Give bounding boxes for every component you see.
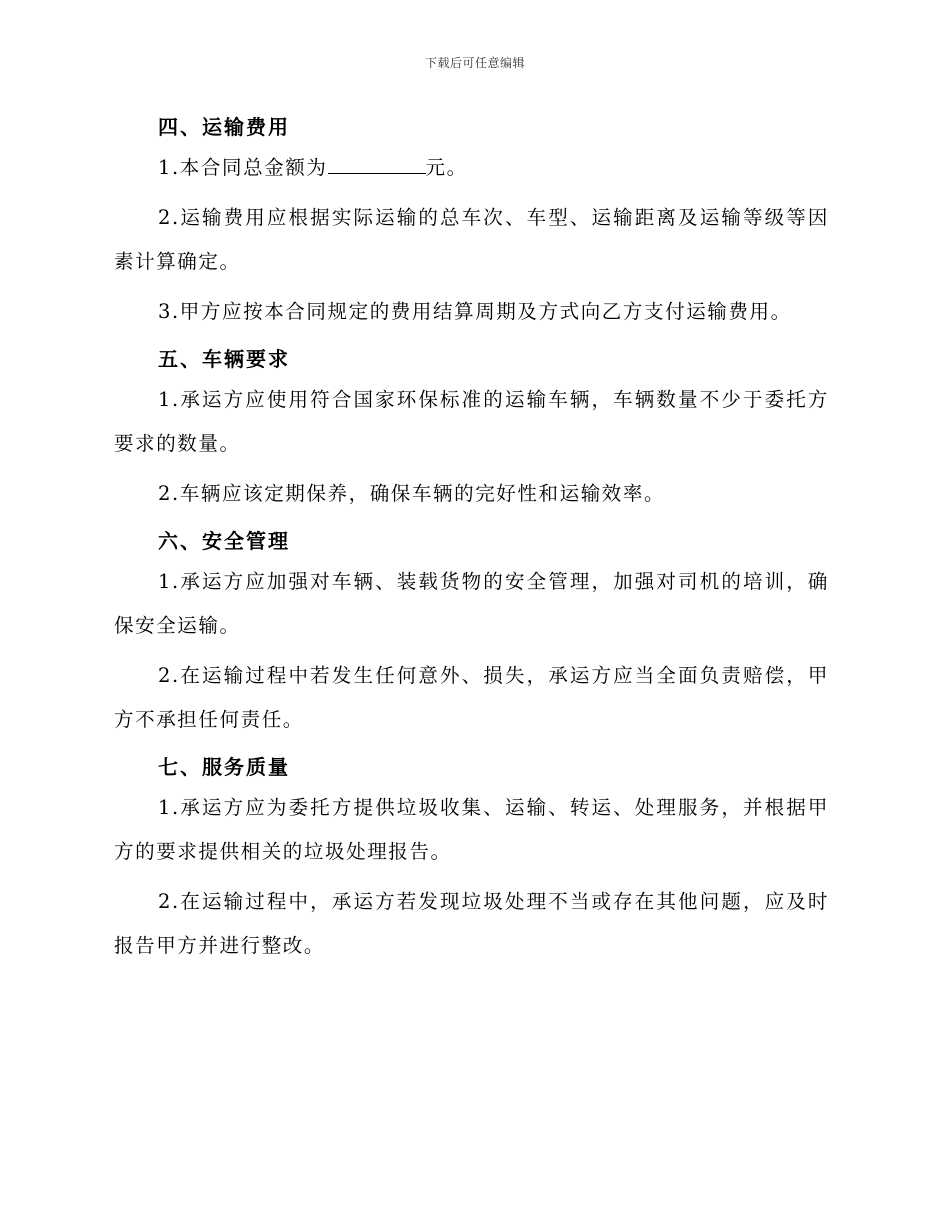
paragraph: 2.车辆应该定期保养，确保车辆的完好性和运输效率。 bbox=[158, 482, 666, 505]
document-body bbox=[114, 108, 829, 974]
paragraph-text: 1.本合同总金额为 bbox=[158, 156, 328, 179]
page-header-note: 下载后可任意编辑 bbox=[424, 56, 525, 70]
paragraph: 1.承运方应使用符合国家环保标准的运输车辆，车辆数量不少于委托方要求的数量。 bbox=[114, 388, 829, 455]
section-service-quality bbox=[114, 748, 829, 968]
amount-blank-line bbox=[328, 155, 426, 174]
section-heading: 六、安全管理 bbox=[158, 529, 290, 553]
section-heading: 七、服务质量 bbox=[158, 755, 290, 779]
paragraph: 1.承运方应加强对车辆、装载货物的安全管理，加强对司机的培训，确保安全运输。 bbox=[114, 570, 829, 637]
paragraph: 2.在运输过程中若发生任何意外、损失，承运方应当全面负责赔偿，甲方不承担任何责任。 bbox=[114, 664, 829, 731]
paragraph: 2.在运输过程中，承运方若发现垃圾处理不当或存在其他问题，应及时报告甲方并进行整改。 bbox=[114, 890, 829, 957]
paragraph: 2.运输费用应根据实际运输的总车次、车型、运输距离及运输等级等因素计算确定。 bbox=[114, 206, 829, 273]
paragraph-suffix: 元。 bbox=[425, 156, 468, 179]
section-transport-fees bbox=[114, 108, 829, 334]
paragraph: 3.甲方应按本合同规定的费用结算周期及方式向乙方支付运输费用。 bbox=[158, 300, 792, 323]
section-heading: 四、运输费用 bbox=[158, 115, 290, 139]
section-heading: 五、车辆要求 bbox=[158, 347, 290, 371]
section-safety-management bbox=[114, 522, 829, 742]
paragraph: 1.承运方应为委托方提供垃圾收集、运输、转运、处理服务，并根据甲方的要求提供相关的垃圾处理报告。 bbox=[114, 796, 829, 863]
paragraph bbox=[114, 146, 829, 190]
section-vehicle-requirements bbox=[114, 340, 829, 516]
